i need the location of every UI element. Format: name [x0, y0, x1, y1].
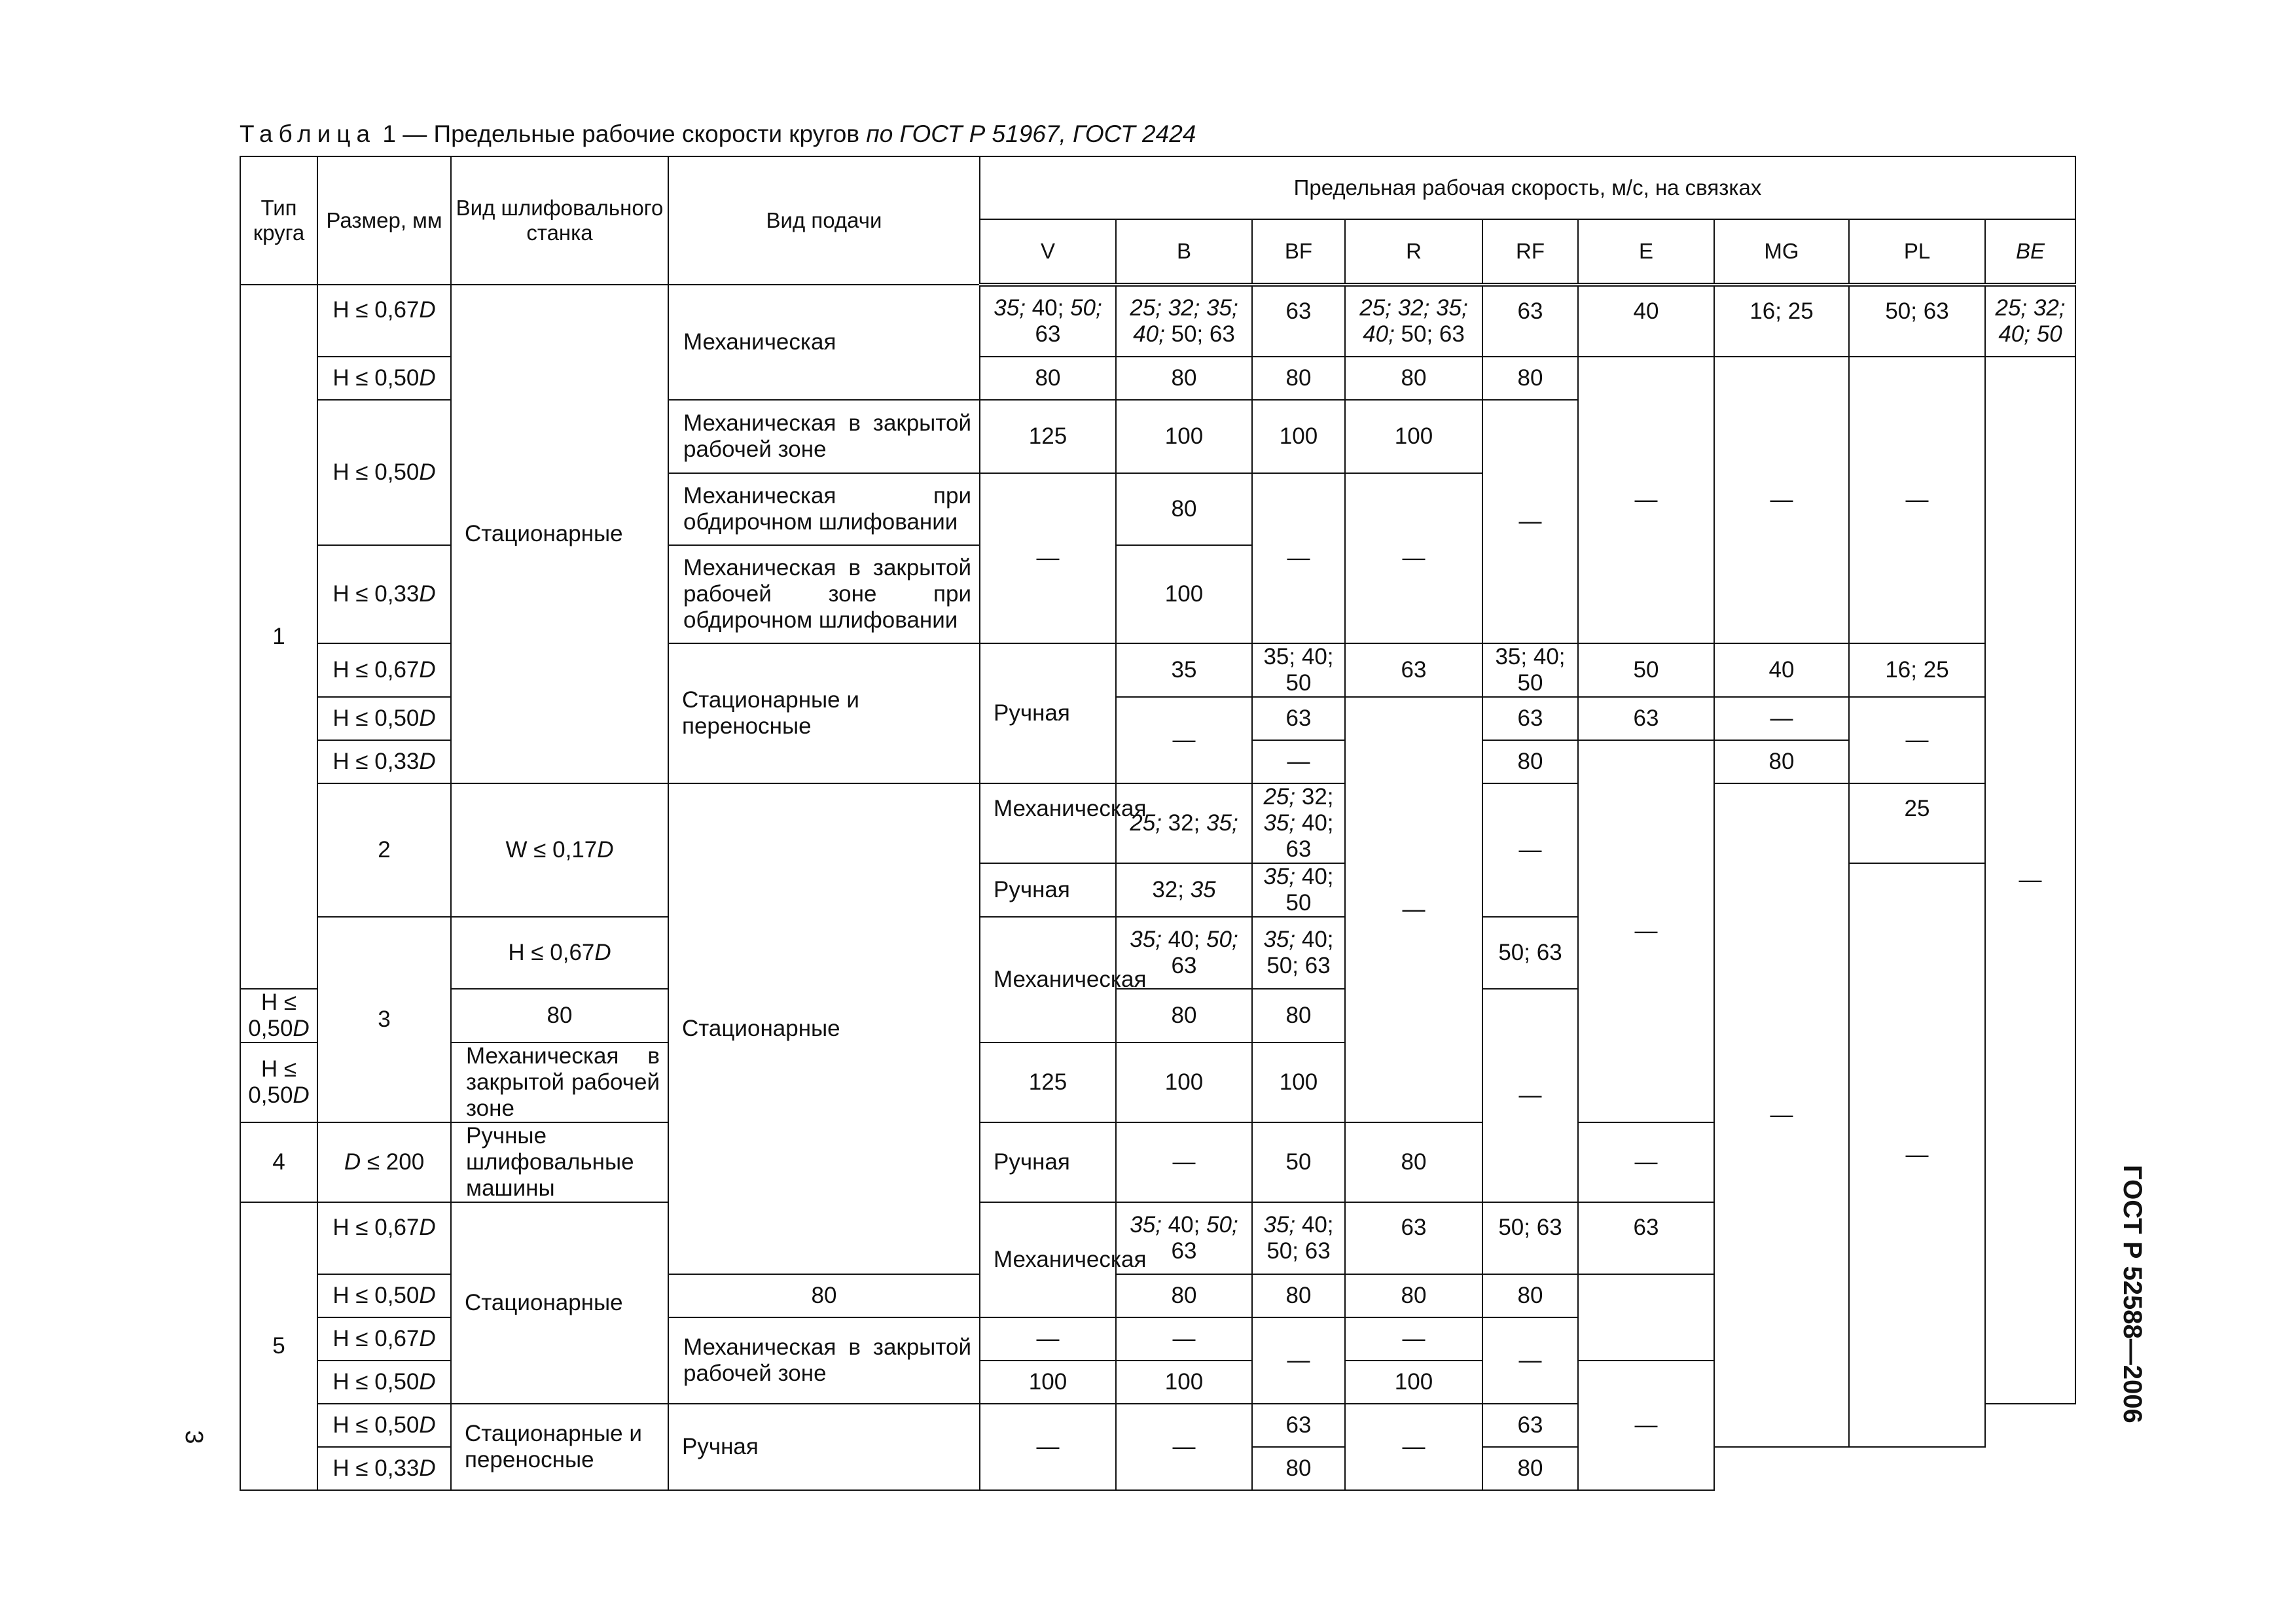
machine-cell: Стационарные [451, 285, 668, 783]
size-cell: H ≤ 0,50D [317, 1274, 451, 1317]
value-cell: 63 [1482, 697, 1578, 740]
machine-cell: Стационарные и переносные [668, 643, 980, 783]
value-cell: 25; 32; 35; 40; 50; 63 [1345, 285, 1482, 357]
value-cell: 25; 32; 40; 50 [1985, 285, 2075, 357]
size-cell: W ≤ 0,17D [451, 783, 668, 917]
value-cell: 125 [980, 400, 1116, 473]
value-cell: 25; 32; 35; [1116, 783, 1252, 863]
value-cell: — [1482, 989, 1578, 1202]
value-cell: 63 [1482, 1404, 1578, 1447]
value-cell: — [980, 1404, 1116, 1490]
size-cell: H ≤ 0,67D [451, 917, 668, 989]
value-cell: 100 [980, 1361, 1116, 1404]
value-cell: 80 [668, 1274, 980, 1317]
value-cell: — [1714, 697, 1849, 740]
header-row-1 [240, 156, 2075, 219]
value-cell: 50 [1252, 1122, 1345, 1202]
value-cell: 80 [1252, 989, 1345, 1043]
value-cell: — [1578, 740, 1714, 1122]
value-cell: — [1252, 1317, 1345, 1404]
size-cell: H ≤ 0,67D [317, 1202, 451, 1274]
size-cell: H ≤ 0,50D [317, 357, 451, 400]
header-bond-be: BE [1985, 219, 2075, 285]
document-title: ГОСТ Р 52588—2006 [2118, 1165, 2147, 1423]
machine-cell: Стационарные и переносные [451, 1404, 668, 1490]
value-cell: 80 [1714, 740, 1849, 783]
machine-cell: Ручные шлифовальные машины [451, 1122, 668, 1202]
machine-cell: Стационарные [668, 783, 980, 1274]
type-cell: 4 [240, 1122, 317, 1202]
value-cell: 80 [1252, 1447, 1345, 1490]
feed-cell: Механическая в закрытой рабочей зоне [451, 1043, 668, 1122]
value-cell: 100 [1345, 1361, 1482, 1404]
machine-cell: Стационарные [451, 1202, 668, 1404]
header-machine: Вид шлифовального станка [451, 156, 668, 285]
value-cell: 50; 63 [1849, 285, 1985, 357]
size-cell: D ≤ 200 [317, 1122, 451, 1202]
value-cell: — [1252, 473, 1345, 643]
value-cell: 35; 40; 50; 63 [980, 285, 1116, 357]
value-cell: — [1482, 400, 1578, 643]
value-cell: 50; 63 [1482, 917, 1578, 989]
header-bond-b: B [1116, 219, 1252, 285]
type-cell: 1 [240, 285, 317, 989]
value-cell: 80 [1482, 1447, 1578, 1490]
type-cell: 3 [317, 917, 451, 1122]
size-cell: H ≤ 0,50D [317, 400, 451, 545]
header-feed: Вид подачи [668, 156, 980, 285]
size-cell: H ≤ 0,33D [317, 1447, 451, 1490]
value-cell: 100 [1116, 1043, 1252, 1122]
value-cell: — [1578, 357, 1714, 643]
value-cell: — [1116, 697, 1252, 783]
value-cell: 100 [1116, 545, 1252, 643]
value-cell: — [1116, 1317, 1252, 1361]
value-cell: 63 [1345, 1202, 1482, 1274]
value-cell: — [1116, 1122, 1252, 1202]
value-cell: — [1849, 863, 1985, 1447]
value-cell: 63 [1482, 285, 1578, 357]
size-cell: H ≤ 0,67D [317, 1317, 451, 1361]
header-bond-v: V [980, 219, 1116, 285]
header-bond-pl: PL [1849, 219, 1985, 285]
value-cell: — [1714, 783, 1849, 1447]
value-cell: 80 [980, 357, 1116, 400]
value-cell: 80 [1345, 357, 1482, 400]
feed-cell: Механическая [980, 917, 1116, 1043]
value-cell: 35; 40; 50; 63 [1116, 1202, 1252, 1274]
value-cell: 80 [1116, 473, 1252, 545]
value-cell: 35; 40; 50; 63 [1252, 1202, 1345, 1274]
value-cell: 80 [1252, 357, 1345, 400]
value-cell: 32; 35 [1116, 863, 1252, 917]
value-cell: 50 [1578, 643, 1714, 697]
value-cell: 80 [1345, 1122, 1482, 1202]
value-cell: 63 [1252, 285, 1345, 357]
value-cell: 35; 40; 50; 63 [1116, 917, 1252, 989]
value-cell: 63 [1252, 697, 1345, 740]
value-cell: 100 [1345, 400, 1482, 473]
value-cell: — [1714, 357, 1849, 643]
header-type: Тип круга [240, 156, 317, 285]
table-row [240, 783, 2075, 863]
value-cell: 16; 25 [1849, 643, 1985, 697]
page-number: 3 [180, 1430, 207, 1444]
feed-cell: Ручная [668, 1404, 980, 1490]
size-cell: H ≤ 0,33D [317, 740, 451, 783]
size-cell: H ≤ 0,50D [240, 989, 317, 1043]
size-cell: H ≤ 0,33D [317, 545, 451, 643]
value-cell: — [980, 1317, 1116, 1361]
feed-cell: Механическая [980, 783, 1116, 863]
value-cell: 63 [1578, 697, 1714, 740]
value-cell: 100 [1116, 1361, 1252, 1404]
type-cell: 2 [317, 783, 451, 917]
size-cell: H ≤ 0,50D [240, 1043, 317, 1122]
value-cell: — [1849, 697, 1985, 783]
value-cell: 63 [1345, 643, 1482, 697]
value-cell: 80 [1116, 989, 1252, 1043]
value-cell: 80 [1482, 1274, 1578, 1317]
value-cell: — [1345, 1404, 1482, 1490]
value-cell: 125 [980, 1043, 1116, 1122]
value-cell: — [1849, 357, 1985, 643]
value-cell: 100 [1252, 400, 1345, 473]
value-cell: 16; 25 [1714, 285, 1849, 357]
feed-cell: Ручная [980, 863, 1116, 917]
value-cell: 63 [1578, 1202, 1714, 1274]
feed-cell: Механическая в закрытой рабочей зоне при обдирочном шлифовании [668, 545, 980, 643]
speed-table [240, 156, 2076, 1491]
value-cell: — [1985, 357, 2075, 1404]
value-cell: — [1578, 1122, 1714, 1202]
value-cell: 25; 32; 35; 40; 50; 63 [1116, 285, 1252, 357]
value-cell: 25; 32; 35; 40; 63 [1252, 783, 1345, 863]
value-cell: 80 [1482, 740, 1578, 783]
feed-cell: Ручная [980, 1122, 1116, 1202]
size-cell: H ≤ 0,50D [317, 697, 451, 740]
value-cell: — [1578, 1361, 1714, 1490]
table-row [240, 285, 2075, 357]
feed-cell: Механическая при обдирочном шлифовании [668, 473, 980, 545]
value-cell: 25 [1849, 783, 1985, 863]
value-cell: 40 [1578, 285, 1714, 357]
size-cell: H ≤ 0,50D [317, 1404, 451, 1447]
value-cell: 80 [1116, 1274, 1252, 1317]
feed-cell: Ручная [980, 643, 1116, 783]
value-cell: — [1482, 1317, 1578, 1404]
header-bond-bf: BF [1252, 219, 1345, 285]
value-cell: — [1345, 473, 1482, 643]
value-cell: — [980, 473, 1116, 643]
value-cell: — [1252, 740, 1345, 783]
value-cell: 40 [1714, 643, 1849, 697]
value-cell: 80 [1345, 1274, 1482, 1317]
value-cell: 50; 63 [1482, 1202, 1578, 1274]
size-cell: H ≤ 0,50D [317, 1361, 451, 1404]
value-cell: 35; 40; 50; 63 [1252, 917, 1345, 989]
value-cell: — [1116, 1404, 1252, 1490]
size-cell: H ≤ 0,67D [317, 285, 451, 357]
header-bond-e: E [1578, 219, 1714, 285]
value-cell: 80 [1482, 357, 1578, 400]
value-cell: — [1345, 697, 1482, 1122]
type-cell: 5 [240, 1202, 317, 1490]
header-bond-rf: RF [1482, 219, 1578, 285]
feed-cell: Механическая [980, 1202, 1116, 1317]
value-cell: — [1482, 783, 1578, 917]
value-cell: 100 [1252, 1043, 1345, 1122]
value-cell: 100 [1116, 400, 1252, 473]
feed-cell: Механическая [668, 285, 980, 400]
value-cell: 35; 40; 50 [1252, 643, 1345, 697]
value-cell: 80 [451, 989, 668, 1043]
feed-cell: Механическая в закрытой рабочей зоне [668, 1317, 980, 1404]
value-cell: 63 [1252, 1404, 1345, 1447]
header-size: Размер, мм [317, 156, 451, 285]
table-caption: Таблица 1 — Предельные рабочие скорости кругов по ГОСТ Р 51967, ГОСТ 2424 [240, 120, 1196, 147]
value-cell: 80 [1252, 1274, 1345, 1317]
value-cell: 80 [1116, 357, 1252, 400]
feed-cell: Механическая в закрытой рабочей зоне [668, 400, 980, 473]
size-cell: H ≤ 0,67D [317, 643, 451, 697]
header-bond-r: R [1345, 219, 1482, 285]
value-cell: 35; 40; 50 [1252, 863, 1345, 917]
value-cell: — [1345, 1317, 1482, 1361]
header-bond-mg: MG [1714, 219, 1849, 285]
value-cell: 35 [1116, 643, 1252, 697]
header-speed: Предельная рабочая скорость, м/с, на связках [980, 156, 2075, 219]
value-cell: 35; 40; 50 [1482, 643, 1578, 697]
